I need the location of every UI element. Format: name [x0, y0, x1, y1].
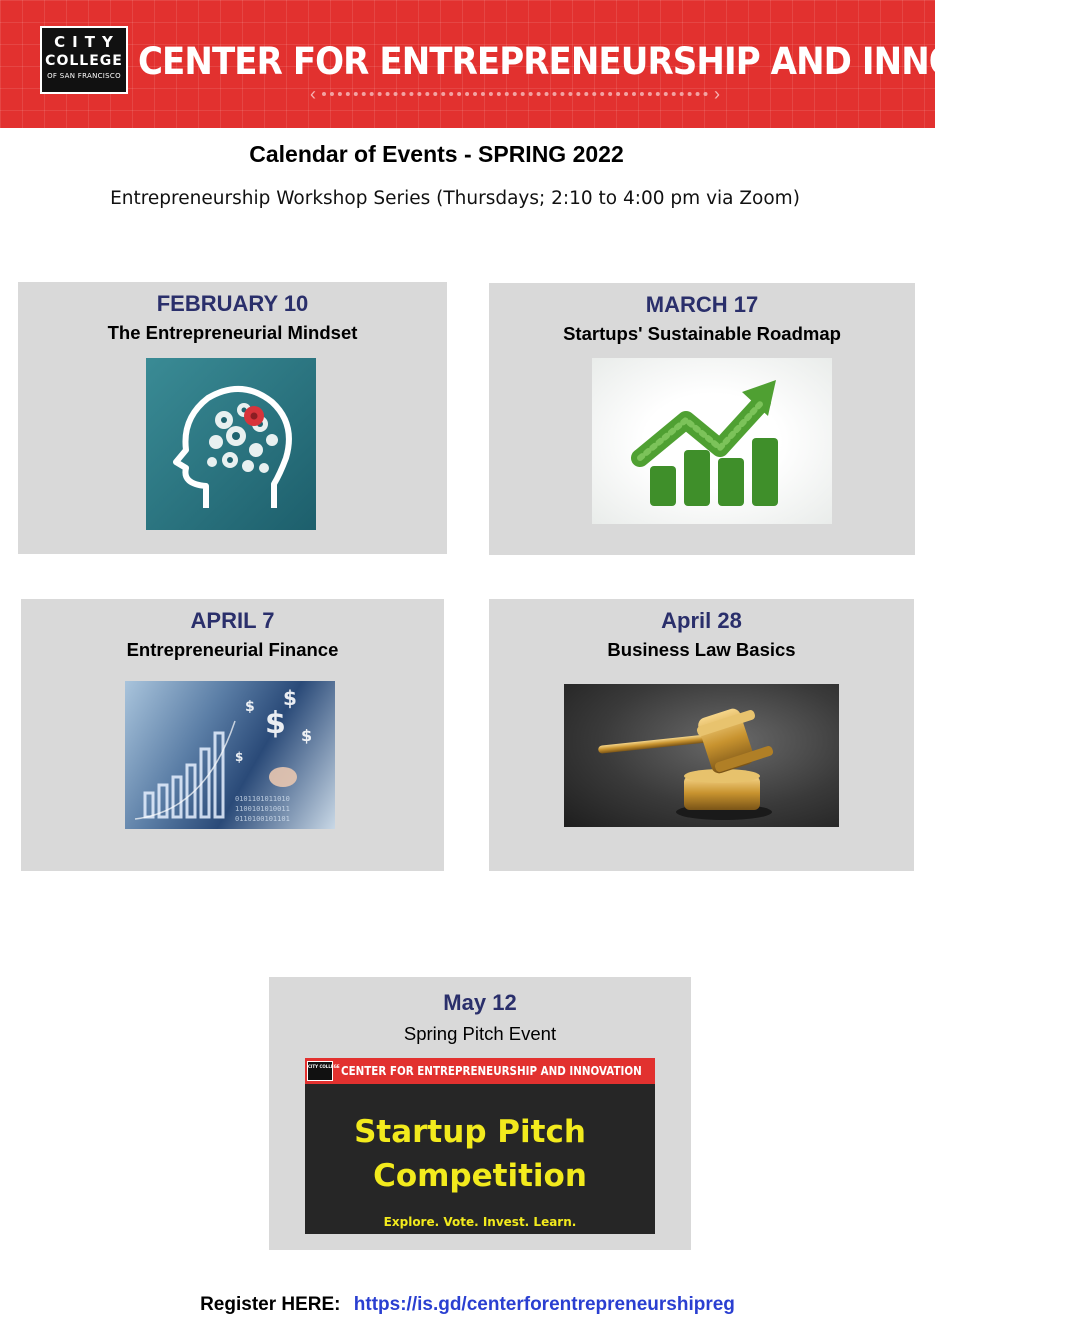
event-date: MARCH 17 [645, 292, 759, 317]
svg-text:0101101011010: 0101101011010 [235, 795, 290, 803]
green-growth-arrow-image [592, 358, 832, 524]
banner-title: CENTER FOR ENTREPRENEURSHIP AND INNOVATION [138, 40, 1091, 83]
event-card-may-12 [269, 977, 691, 1250]
event-date: April 28 [661, 608, 742, 633]
register-link[interactable]: https://is.gd/centerforentrepreneurshipreg [353, 1294, 735, 1315]
svg-text:$: $ [235, 750, 244, 764]
banner-dotted-arrow [310, 85, 720, 103]
logo-line-2: COLLEGE [45, 53, 123, 69]
pitch-competition-poster [305, 1058, 655, 1234]
event-name: Startups' Sustainable Roadmap [563, 323, 841, 344]
event-card-april-28 [489, 599, 914, 871]
poster-banner-title: CENTER FOR ENTREPRENEURSHIP AND INNOVATION [341, 1064, 642, 1078]
mindset-head-gears-image [146, 358, 316, 530]
poster-line-1: Startup Pitch [354, 1114, 586, 1150]
poster-tagline: Explore. Vote. Invest. Learn. [383, 1215, 577, 1229]
poster-line-2: Competition [373, 1158, 587, 1194]
header-banner [0, 0, 1091, 128]
poster-logo: CITY COLLEGE [307, 1061, 333, 1081]
event-name: Business Law Basics [607, 639, 796, 660]
register-label: Register HERE: [200, 1294, 341, 1315]
chevron-left-icon: ‹ [310, 83, 316, 104]
register-line [0, 1294, 935, 1316]
city-college-logo [40, 26, 128, 94]
svg-text:$: $ [283, 686, 297, 710]
event-card-april-7 [21, 599, 444, 871]
svg-text:$: $ [301, 726, 313, 745]
logo-line-1: CITY [54, 33, 120, 51]
chevron-right-icon: › [714, 83, 720, 104]
event-date: APRIL 7 [190, 608, 275, 633]
event-card-march-17 [489, 283, 915, 555]
finance-dollar-chart-image [125, 681, 335, 829]
event-card-february-10 [18, 282, 447, 554]
svg-text:0110100101101: 0110100101101 [235, 815, 290, 823]
poster-banner [305, 1058, 655, 1084]
svg-text:$: $ [245, 699, 255, 715]
event-name: The Entrepreneurial Mindset [107, 322, 358, 343]
event-date: FEBRUARY 10 [156, 291, 309, 316]
event-date: May 12 [443, 990, 517, 1015]
event-name: Entrepreneurial Finance [126, 639, 339, 660]
svg-text:1100101010011: 1100101010011 [235, 805, 290, 813]
logo-line-3: OF SAN FRANCISCO [47, 72, 121, 80]
event-name: Spring Pitch Event [403, 1023, 557, 1044]
gavel-image [564, 684, 839, 827]
svg-text:$: $ [265, 706, 286, 741]
calendar-title: Calendar of Events - SPRING 2022 [249, 141, 624, 167]
calendar-subtitle: Entrepreneurship Workshop Series (Thursdays; 2:10 to 4:00 pm via Zoom) [110, 188, 800, 209]
